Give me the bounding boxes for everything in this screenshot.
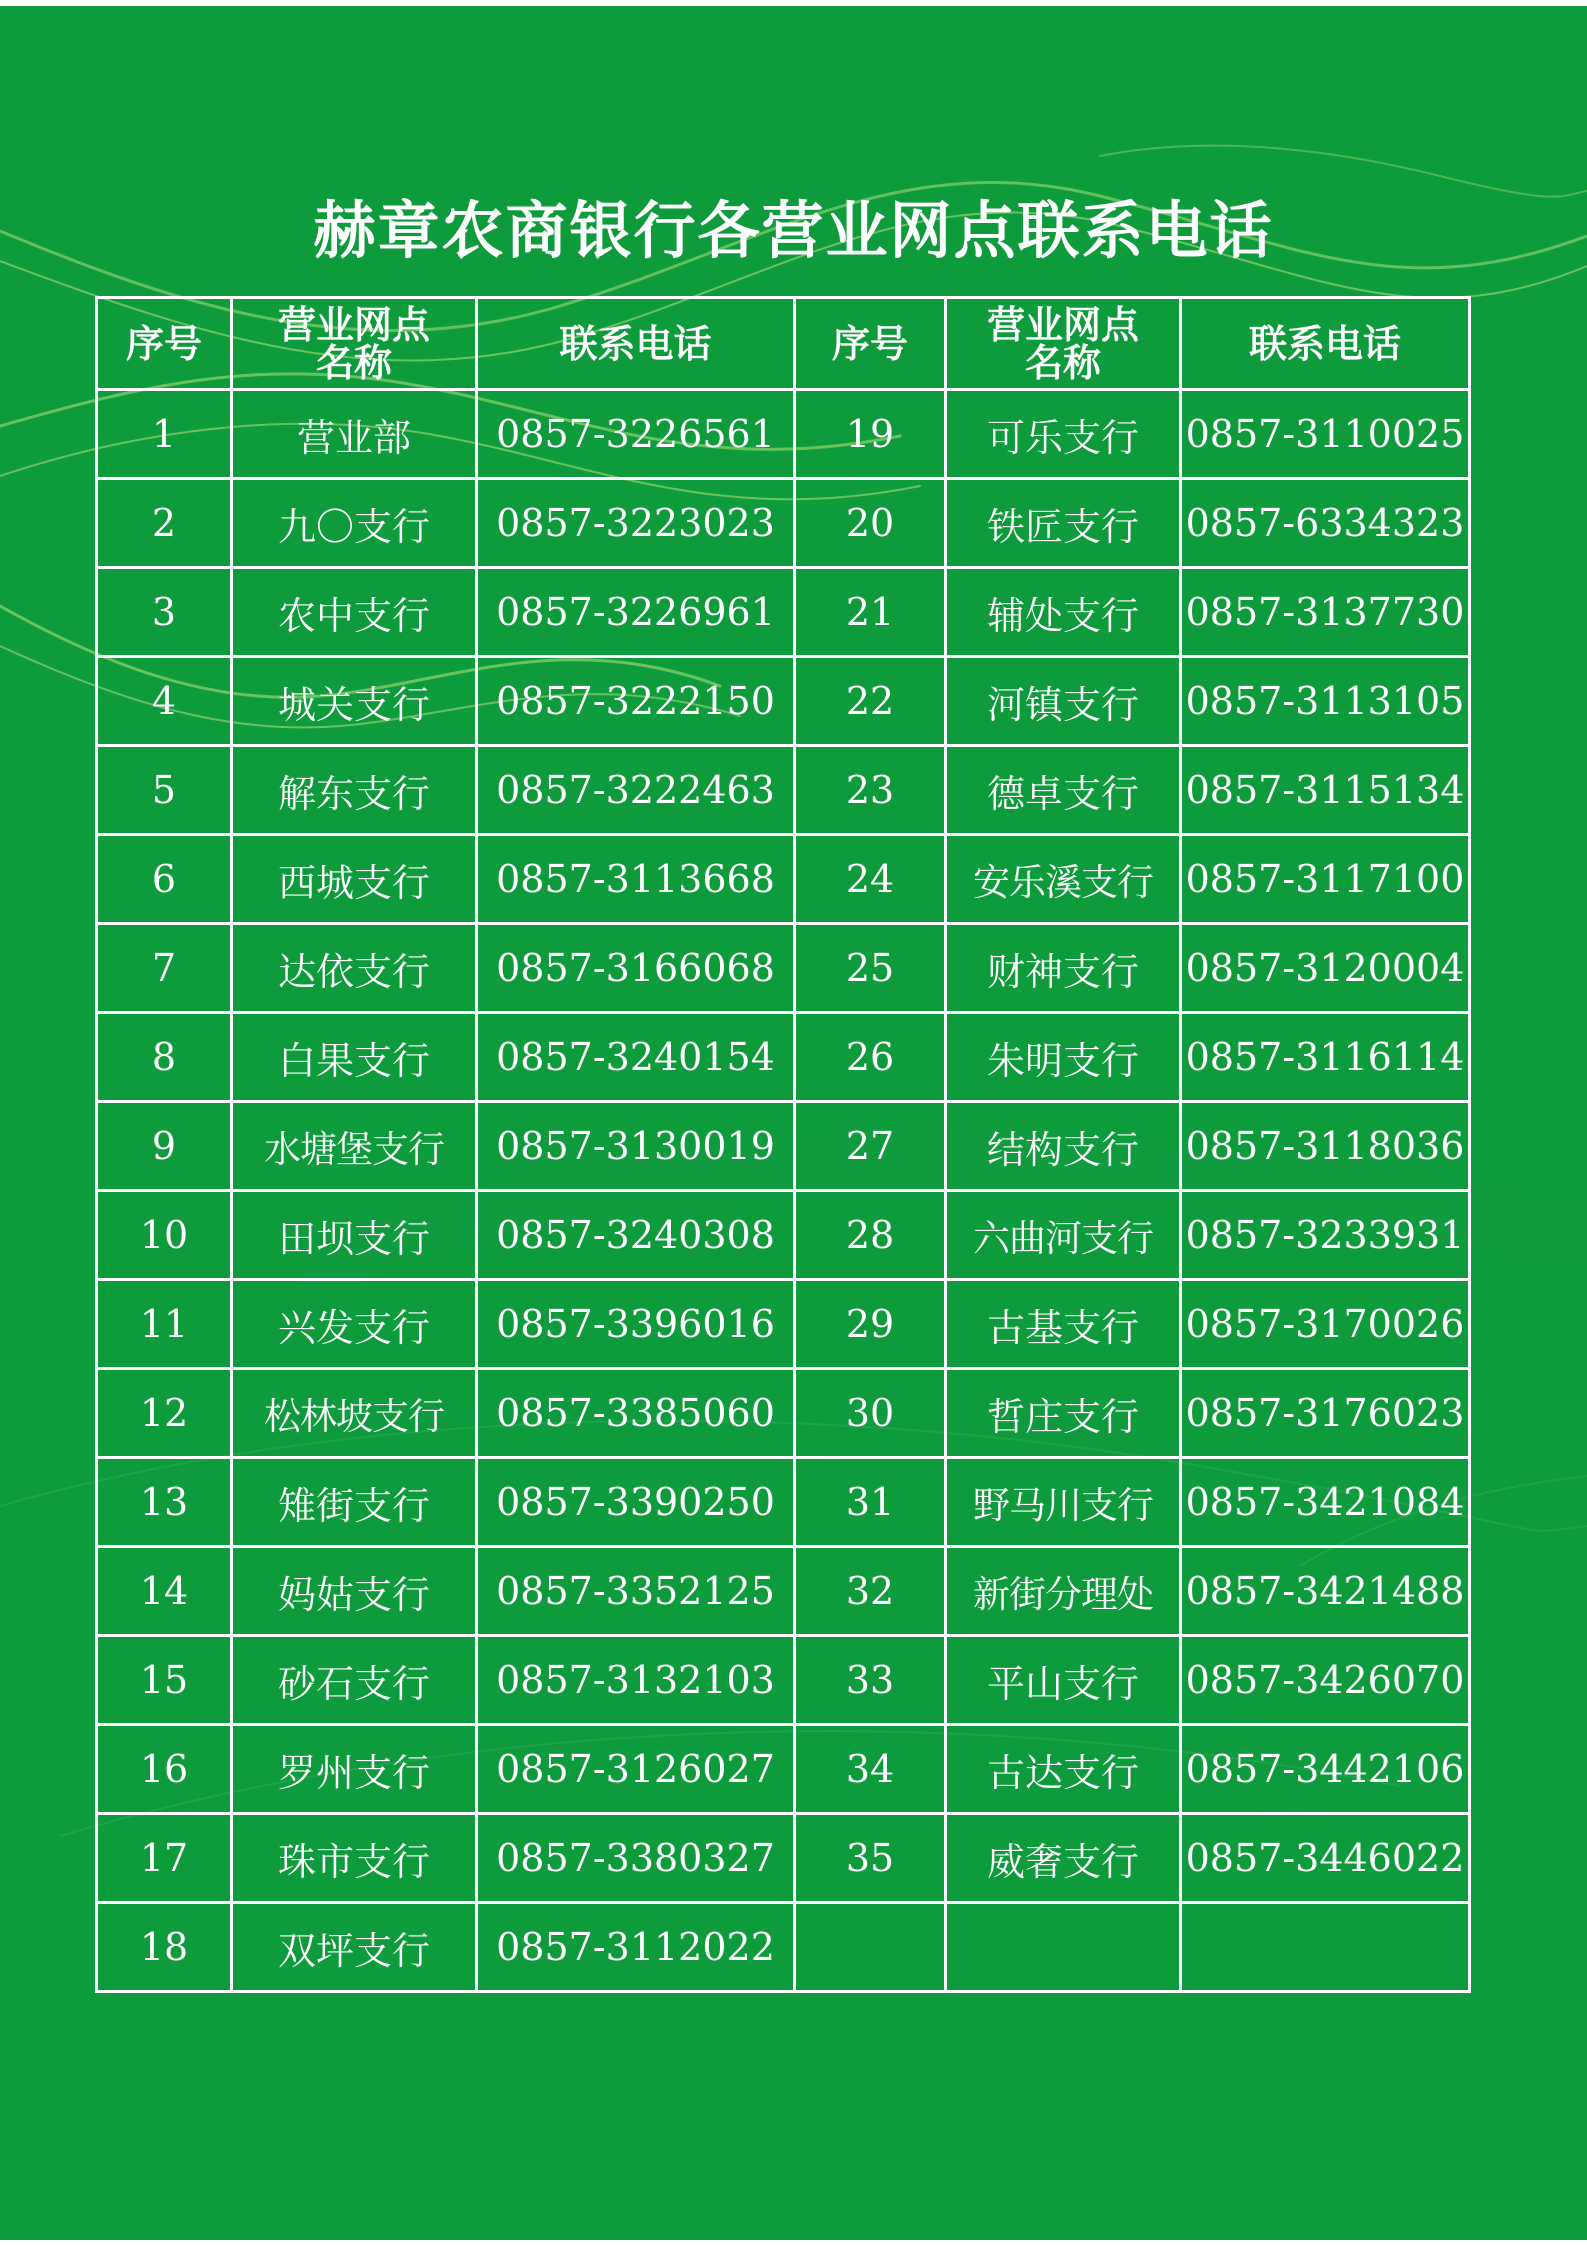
left-phone-cell: 0857-3222463 (477, 746, 795, 835)
left-phone-cell: 0857-3112022 (477, 1903, 795, 1992)
table-row (97, 1191, 1470, 1280)
right-branch-name-cell: 河镇支行 (946, 657, 1181, 746)
left-seq-cell: 15 (97, 1636, 232, 1725)
left-seq-cell: 13 (97, 1458, 232, 1547)
table-row (97, 924, 1470, 1013)
right-phone-cell: 0857-3421084 (1181, 1458, 1470, 1547)
left-branch-name-cell: 九〇支行 (232, 479, 477, 568)
table-row (97, 1547, 1470, 1636)
right-seq-cell: 30 (795, 1369, 946, 1458)
right-seq-cell: 20 (795, 479, 946, 568)
document-page (0, 6, 1587, 2240)
left-seq-cell: 4 (97, 657, 232, 746)
left-branch-name-cell: 田坝支行 (232, 1191, 477, 1280)
right-branch-name-cell: 威奢支行 (946, 1814, 1181, 1903)
left-branch-name-cell: 城关支行 (232, 657, 477, 746)
right-phone-cell: 0857-3446022 (1181, 1814, 1470, 1903)
right-seq-cell: 23 (795, 746, 946, 835)
left-seq-cell: 18 (97, 1903, 232, 1992)
right-seq-cell: 32 (795, 1547, 946, 1636)
right-branch-name-cell (946, 1903, 1181, 1992)
table-row (97, 1458, 1470, 1547)
right-phone-cell: 0857-3120004 (1181, 924, 1470, 1013)
right-seq-cell: 29 (795, 1280, 946, 1369)
right-phone-cell: 0857-3426070 (1181, 1636, 1470, 1725)
right-seq-cell: 25 (795, 924, 946, 1013)
left-branch-name-cell: 珠市支行 (232, 1814, 477, 1903)
right-phone-cell: 0857-3176023 (1181, 1369, 1470, 1458)
header-branch-name-line2: 名称 (315, 340, 392, 385)
right-seq-cell: 19 (795, 390, 946, 479)
left-seq-cell: 16 (97, 1725, 232, 1814)
right-branch-name-cell: 铁匠支行 (946, 479, 1181, 568)
left-branch-name-cell: 砂石支行 (232, 1636, 477, 1725)
left-branch-name-cell: 达依支行 (232, 924, 477, 1013)
right-phone-cell (1181, 1903, 1470, 1992)
left-seq-cell: 9 (97, 1102, 232, 1191)
header-branch-name-line1: 营业网点 (277, 302, 430, 347)
right-branch-name-cell: 新街分理处 (946, 1547, 1181, 1636)
table-row (97, 1814, 1470, 1903)
left-branch-name-cell: 农中支行 (232, 568, 477, 657)
table-row (97, 746, 1470, 835)
left-seq-cell: 7 (97, 924, 232, 1013)
header-phone: 联系电话 (477, 298, 795, 390)
left-seq-cell: 1 (97, 390, 232, 479)
left-phone-cell: 0857-3380327 (477, 1814, 795, 1903)
right-branch-name-cell: 结构支行 (946, 1102, 1181, 1191)
left-seq-cell: 10 (97, 1191, 232, 1280)
left-phone-cell: 0857-3390250 (477, 1458, 795, 1547)
right-phone-cell: 0857-3118036 (1181, 1102, 1470, 1191)
left-branch-name-cell: 水塘堡支行 (232, 1102, 477, 1191)
right-phone-cell: 0857-3137730 (1181, 568, 1470, 657)
header-seq: 序号 (97, 298, 232, 390)
table-row (97, 479, 1470, 568)
right-seq-cell: 35 (795, 1814, 946, 1903)
right-seq-cell: 31 (795, 1458, 946, 1547)
right-branch-name-cell: 哲庄支行 (946, 1369, 1181, 1458)
left-branch-name-cell: 西城支行 (232, 835, 477, 924)
right-branch-name-cell: 可乐支行 (946, 390, 1181, 479)
branch-contacts-table (95, 296, 1471, 1993)
header-branch-name (946, 298, 1181, 390)
page-title: 赫章农商银行各营业网点联系电话 (313, 194, 1274, 267)
left-phone-cell: 0857-3396016 (477, 1280, 795, 1369)
left-phone-cell: 0857-3226561 (477, 390, 795, 479)
right-seq-cell: 24 (795, 835, 946, 924)
left-seq-cell: 3 (97, 568, 232, 657)
left-phone-cell: 0857-3166068 (477, 924, 795, 1013)
right-seq-cell: 28 (795, 1191, 946, 1280)
right-phone-cell: 0857-3442106 (1181, 1725, 1470, 1814)
right-seq-cell: 34 (795, 1725, 946, 1814)
table-row (97, 1369, 1470, 1458)
header-seq: 序号 (795, 298, 946, 390)
right-seq-cell (795, 1903, 946, 1992)
header-branch-name-line2: 名称 (1024, 340, 1101, 385)
right-branch-name-cell: 野马川支行 (946, 1458, 1181, 1547)
left-seq-cell: 6 (97, 835, 232, 924)
left-seq-cell: 8 (97, 1013, 232, 1102)
table-row (97, 1903, 1470, 1992)
right-branch-name-cell: 安乐溪支行 (946, 835, 1181, 924)
right-phone-cell: 0857-3170026 (1181, 1280, 1470, 1369)
left-branch-name-cell: 双坪支行 (232, 1903, 477, 1992)
right-seq-cell: 27 (795, 1102, 946, 1191)
table-row (97, 1013, 1470, 1102)
right-seq-cell: 22 (795, 657, 946, 746)
left-phone-cell: 0857-3222150 (477, 657, 795, 746)
table-row (97, 1636, 1470, 1725)
left-phone-cell: 0857-3240308 (477, 1191, 795, 1280)
left-phone-cell: 0857-3223023 (477, 479, 795, 568)
right-seq-cell: 33 (795, 1636, 946, 1725)
right-branch-name-cell: 辅处支行 (946, 568, 1181, 657)
left-phone-cell: 0857-3385060 (477, 1369, 795, 1458)
table-row (97, 1280, 1470, 1369)
left-phone-cell: 0857-3226961 (477, 568, 795, 657)
left-branch-name-cell: 松林坡支行 (232, 1369, 477, 1458)
table-row (97, 1725, 1470, 1814)
right-branch-name-cell: 古达支行 (946, 1725, 1181, 1814)
left-branch-name-cell: 罗州支行 (232, 1725, 477, 1814)
right-branch-name-cell: 朱明支行 (946, 1013, 1181, 1102)
table-header-row (97, 298, 1470, 390)
table-row (97, 657, 1470, 746)
header-branch-name-line1: 营业网点 (986, 302, 1139, 347)
right-branch-name-cell: 古基支行 (946, 1280, 1181, 1369)
right-phone-cell: 0857-3116114 (1181, 1013, 1470, 1102)
right-phone-cell: 0857-3421488 (1181, 1547, 1470, 1636)
left-phone-cell: 0857-3132103 (477, 1636, 795, 1725)
right-phone-cell: 0857-3113105 (1181, 657, 1470, 746)
left-seq-cell: 17 (97, 1814, 232, 1903)
left-branch-name-cell: 妈姑支行 (232, 1547, 477, 1636)
table-row (97, 390, 1470, 479)
left-branch-name-cell: 雉街支行 (232, 1458, 477, 1547)
right-branch-name-cell: 财神支行 (946, 924, 1181, 1013)
left-branch-name-cell: 兴发支行 (232, 1280, 477, 1369)
table-row (97, 1102, 1470, 1191)
right-branch-name-cell: 德卓支行 (946, 746, 1181, 835)
left-branch-name-cell: 营业部 (232, 390, 477, 479)
left-seq-cell: 12 (97, 1369, 232, 1458)
header-phone: 联系电话 (1181, 298, 1470, 390)
left-seq-cell: 2 (97, 479, 232, 568)
right-phone-cell: 0857-3117100 (1181, 835, 1470, 924)
right-phone-cell: 0857-3115134 (1181, 746, 1470, 835)
right-seq-cell: 21 (795, 568, 946, 657)
left-phone-cell: 0857-3352125 (477, 1547, 795, 1636)
left-seq-cell: 5 (97, 746, 232, 835)
table-row (97, 835, 1470, 924)
left-phone-cell: 0857-3126027 (477, 1725, 795, 1814)
header-branch-name (232, 298, 477, 390)
right-phone-cell: 0857-3233931 (1181, 1191, 1470, 1280)
left-phone-cell: 0857-3240154 (477, 1013, 795, 1102)
right-branch-name-cell: 六曲河支行 (946, 1191, 1181, 1280)
table-row (97, 568, 1470, 657)
left-seq-cell: 11 (97, 1280, 232, 1369)
right-seq-cell: 26 (795, 1013, 946, 1102)
right-phone-cell: 0857-6334323 (1181, 479, 1470, 568)
left-phone-cell: 0857-3113668 (477, 835, 795, 924)
left-seq-cell: 14 (97, 1547, 232, 1636)
left-branch-name-cell: 白果支行 (232, 1013, 477, 1102)
right-phone-cell: 0857-3110025 (1181, 390, 1470, 479)
right-branch-name-cell: 平山支行 (946, 1636, 1181, 1725)
left-phone-cell: 0857-3130019 (477, 1102, 795, 1191)
left-branch-name-cell: 解东支行 (232, 746, 477, 835)
